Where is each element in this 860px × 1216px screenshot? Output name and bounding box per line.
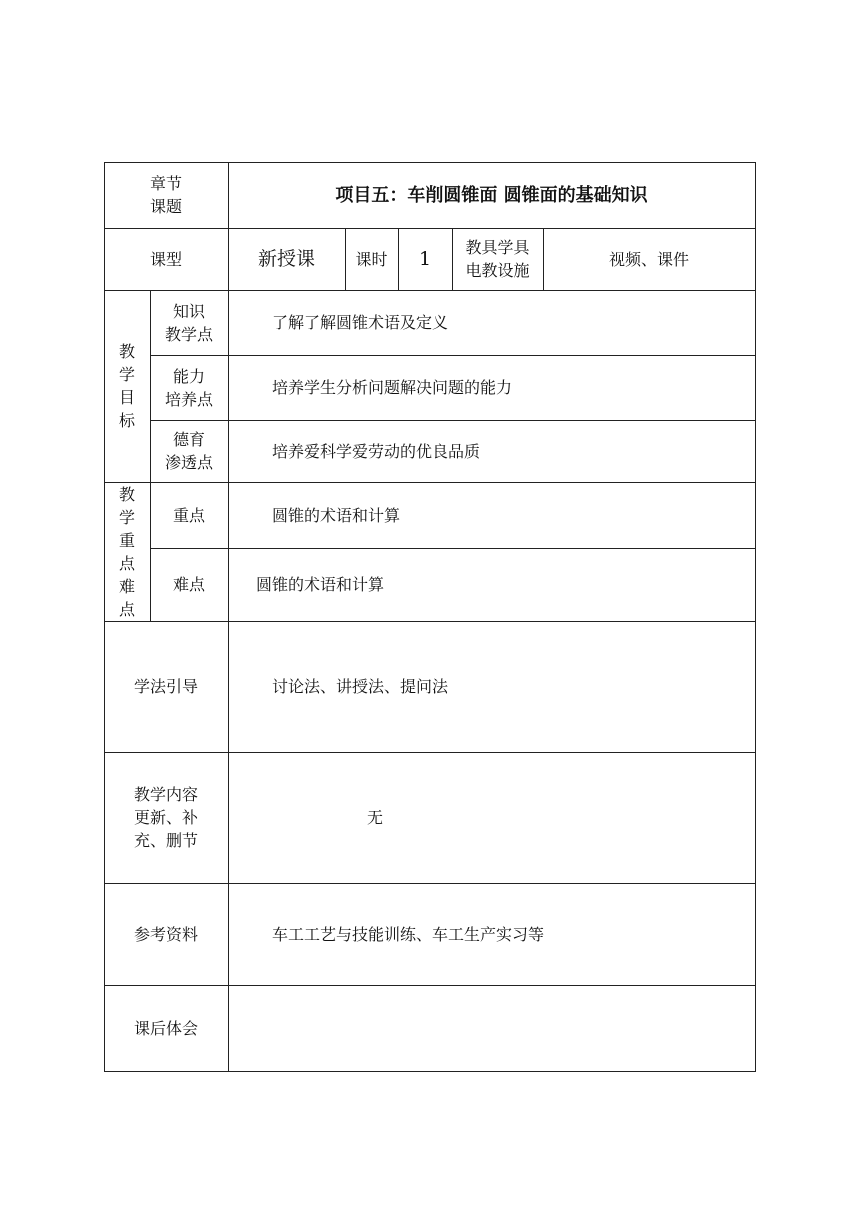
course-type-label: 课型: [149, 249, 182, 269]
content-update-label-line1: 教学内容: [133, 785, 198, 804]
method-label: 学法引导: [133, 677, 198, 696]
method-value: 讨论法、讲授法、提问法: [272, 677, 449, 696]
moral-label-line2: 渗透点: [164, 453, 213, 472]
moral-label-cell: [150, 420, 228, 482]
reflection-value[interactable]: [228, 985, 755, 1071]
chapter-topic-label-cell: [104, 162, 228, 228]
objectives-group-label-cell: [104, 290, 150, 482]
keypoints-group-label-cell: [104, 482, 150, 621]
chapter-label: 章节: [149, 174, 182, 193]
content-update-label-cell: [104, 752, 228, 883]
ability-label-line2: 培养点: [164, 389, 213, 409]
moral-value: 培养爱科学爱劳动的优良品质: [272, 441, 481, 461]
equipment-label-cell: [452, 228, 543, 290]
references-label: 参考资料: [133, 924, 198, 944]
difficulty-value: 圆锥的术语和计算: [256, 575, 385, 594]
equipment-label-line2: 电教设施: [465, 261, 530, 280]
course-type-value: 新授课: [257, 247, 315, 270]
table-border-bottom: [104, 1071, 756, 1072]
content-update-label-line2: 更新、补: [133, 808, 198, 827]
equipment-value: 视频、课件: [608, 249, 689, 269]
focus-label: 重点: [172, 505, 205, 525]
moral-label-line1: 德育: [172, 430, 205, 449]
content-update-label-line3: 充、删节: [133, 831, 198, 850]
ability-label-cell: [150, 355, 228, 420]
class-hours-value: 1: [418, 247, 432, 270]
difficulty-label: 难点: [172, 575, 205, 594]
ability-value: 培养学生分析问题解决问题的能力: [272, 378, 513, 397]
references-value: 车工工艺与技能训练、车工生产实习等: [272, 924, 545, 944]
table-border-right: [755, 162, 756, 1072]
focus-value: 圆锥的术语和计算: [272, 505, 401, 525]
knowledge-label-cell: [150, 290, 228, 355]
knowledge-value: 了解了解圆锥术语及定义: [272, 313, 449, 332]
knowledge-label-line1: 知识: [172, 301, 205, 321]
reflection-label: 课后体会: [133, 1018, 198, 1038]
class-hours-label: 课时: [355, 249, 388, 269]
knowledge-label-line2: 教学点: [164, 324, 213, 344]
equipment-label-line1: 教具学具: [465, 238, 530, 257]
ability-label-line1: 能力: [172, 366, 205, 386]
content-update-value: 无: [367, 808, 384, 827]
objectives-group-label: 教学目标: [118, 342, 135, 430]
keypoints-group-label: 教学重点难点: [118, 484, 135, 619]
page-title: 项目五：车削圆锥面 圆锥面的基础知识: [335, 184, 648, 206]
topic-label: 课题: [149, 197, 182, 216]
